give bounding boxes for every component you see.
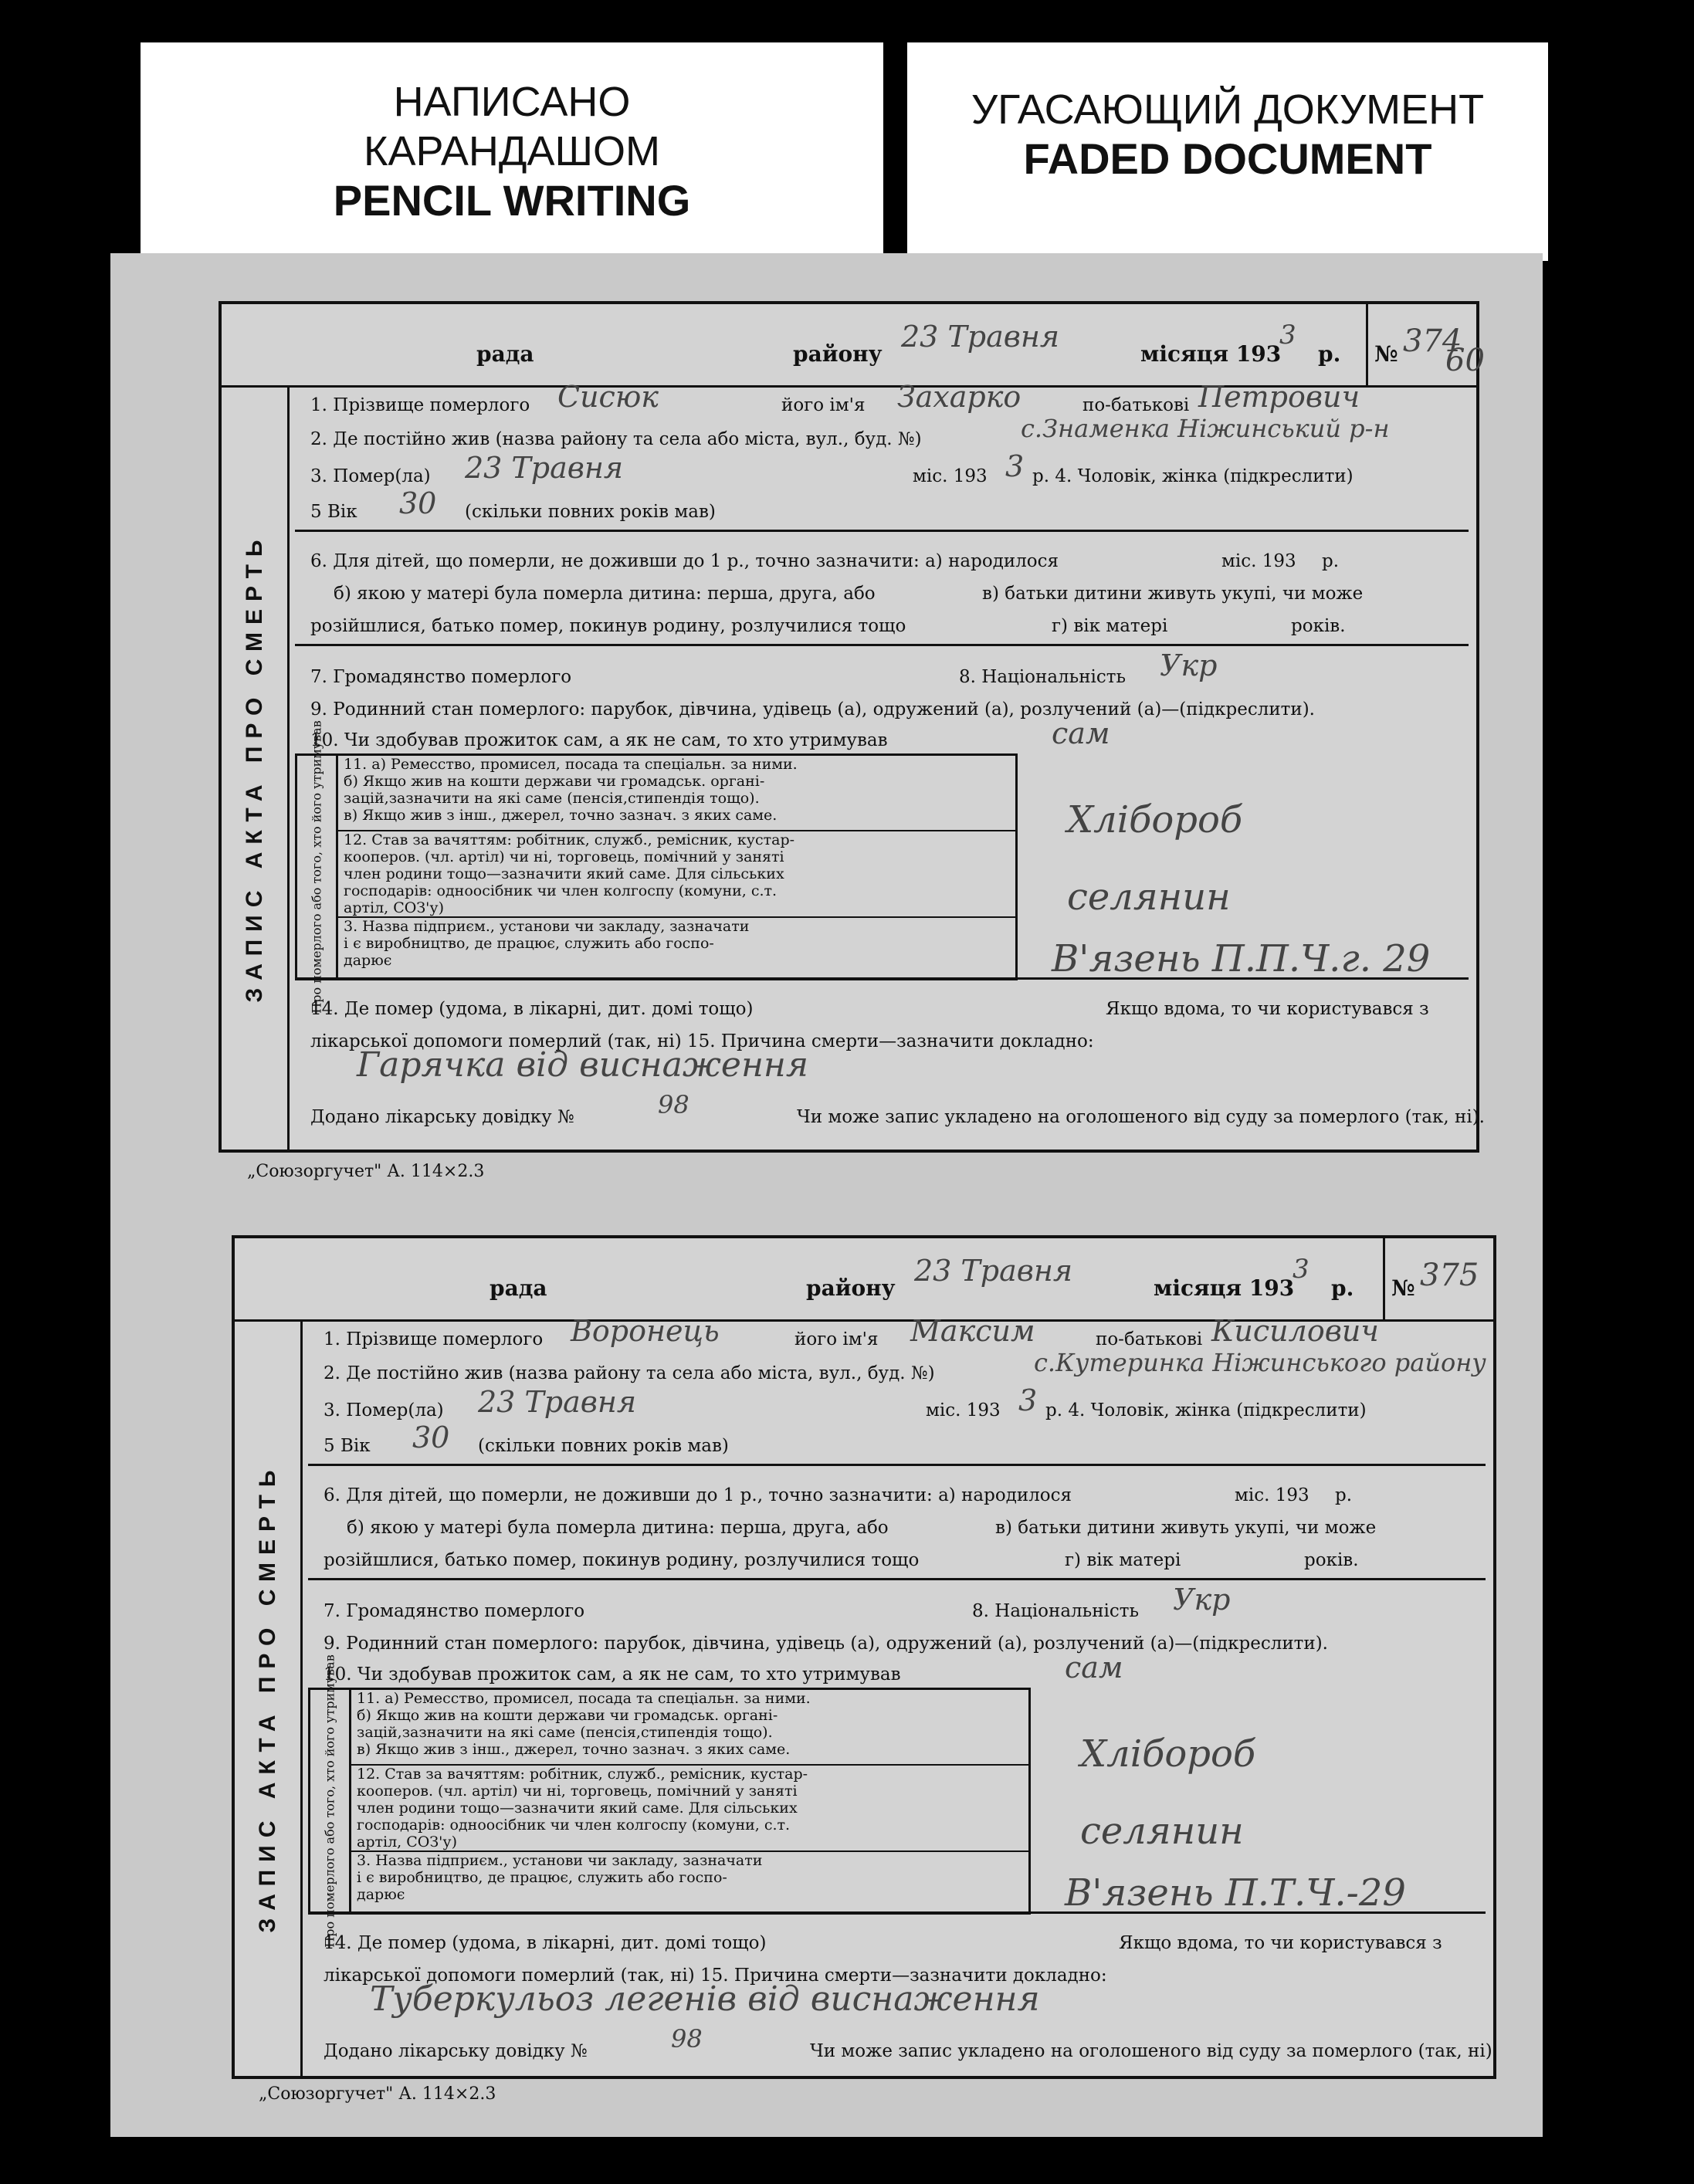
field-6b bbox=[334, 584, 1461, 604]
hw-occupation: Хлібороб bbox=[1080, 1732, 1256, 1776]
print-stamp: „Союзоргучет" А. 114×2.3 bbox=[259, 2084, 496, 2104]
f14b-label: Якщо вдома, то чи користувався з bbox=[1119, 1933, 1442, 1953]
f10-label: 10. Чи здобував прожиток сам, а як не сам, то хто утримував bbox=[310, 730, 888, 750]
field-13 bbox=[336, 918, 1015, 975]
f12-line: кооперов. (чл. артіл) чи ні, торговець, помічний у заняті bbox=[344, 848, 784, 865]
f1b-label: його ім'я bbox=[794, 1329, 879, 1349]
hw-name: Захарко bbox=[897, 380, 1021, 414]
field-6 bbox=[310, 551, 1461, 571]
label-line-2: КАРАНДАШОМ bbox=[364, 128, 660, 174]
hw-age: 30 bbox=[399, 486, 437, 520]
f12-line: артіл, СОЗ'у) bbox=[344, 899, 444, 916]
rayonu-label: району bbox=[793, 341, 883, 367]
hw-cause: Гарячка від виснаження bbox=[357, 1045, 809, 1085]
f12-line: член родини тощо—зазначити який саме. Для сільських bbox=[344, 865, 784, 882]
occupation-side bbox=[297, 720, 338, 1014]
field-3 bbox=[324, 1383, 1478, 1420]
field-3 bbox=[310, 449, 1461, 486]
r-label: р. bbox=[1318, 341, 1341, 367]
f12-line: кооперов. (чл. артіл) чи ні, торговець, помічний у заняті bbox=[357, 1783, 798, 1800]
side-title-text: ЗАПИС АКТА ПРО СМЕРТЬ bbox=[241, 532, 267, 1003]
f1c-label: по-батькові bbox=[1082, 395, 1190, 415]
f12-line: господарів: одноосібник чи член колгоспу (комуни, с.т. bbox=[344, 882, 778, 899]
hw-died: 23 Травня bbox=[478, 1385, 637, 1419]
f11-line: в) Якщо жив з інш., джерел, точно зазнач. з яких саме. bbox=[344, 807, 778, 824]
pencil-writing-label bbox=[141, 42, 883, 261]
f14b-label: Якщо вдома, то чи користувався з bbox=[1106, 999, 1429, 1019]
hw-occupation: Хлібороб bbox=[1067, 798, 1243, 841]
f3c-label: р. 4. Чоловік, жінка (підкреслити) bbox=[1032, 466, 1354, 486]
f12-line: 12. Став за вачяттям: робітник, служб., ремісник, кустар- bbox=[357, 1766, 808, 1783]
hw-support: сам bbox=[1065, 1651, 1123, 1685]
f5b-label: (скільки повних років мав) bbox=[478, 1436, 729, 1456]
f11-line: зацій,зазначити на які саме (пенсія,стипендія тощо). bbox=[357, 1724, 773, 1741]
no-label: № bbox=[1374, 341, 1398, 367]
hw-number: 375 bbox=[1420, 1258, 1479, 1293]
hw-patronymic: Петрович bbox=[1198, 380, 1360, 414]
side-title bbox=[222, 385, 290, 1150]
field-14 bbox=[324, 1933, 1478, 1953]
f6c-label: р. bbox=[1335, 1485, 1353, 1505]
field-5 bbox=[310, 486, 1461, 522]
f12-line: господарів: одноосібник чи член колгоспу (комуни, с.т. bbox=[357, 1817, 791, 1834]
field-6c bbox=[310, 616, 1461, 636]
hw-year: 3 bbox=[1293, 1254, 1309, 1285]
field-2 bbox=[310, 414, 1461, 449]
hw-status: селянин bbox=[1080, 1810, 1244, 1853]
f5b-label: (скільки повних років мав) bbox=[465, 502, 716, 522]
f6g-label: г) вік матері bbox=[1052, 616, 1168, 636]
f13-line: 3. Назва підприєм., установи чи закладу, зазначати bbox=[357, 1852, 763, 1869]
f16b-label: Чи може запис укладено на оголошеного від суду за померлого (так, ні). bbox=[810, 2041, 1498, 2061]
f6h-label: років. bbox=[1304, 1550, 1359, 1570]
hw-work: В'язень П.Т.Ч.-29 bbox=[1065, 1871, 1406, 1915]
f13-line: 3. Назва підприєм., установи чи закладу, зазначати bbox=[344, 918, 750, 935]
f14c-label: лікарської допомоги померлий (так, ні) 15. Причина смерти—зазначити докладно: bbox=[324, 1966, 1107, 1986]
field-12 bbox=[349, 1766, 1028, 1852]
f6f-label: розійшлися, батько помер, покинув родину, розлучилися тощо bbox=[310, 616, 906, 636]
field-10 bbox=[324, 1651, 1478, 1685]
no-label: № bbox=[1391, 1275, 1415, 1301]
f6d-label: б) якою у матері була померла дитина: перша, друга, або bbox=[334, 584, 876, 604]
field-11 bbox=[336, 756, 1015, 831]
hw-cert: 98 bbox=[671, 2024, 703, 2054]
rayonu-label: району bbox=[806, 1275, 896, 1301]
f14-label: 14. Де помер (удома, в лікарні, дит. домі тощо) bbox=[310, 999, 754, 1019]
hw-cert: 98 bbox=[658, 1090, 689, 1119]
f3-label: 3. Помер(ла) bbox=[310, 466, 431, 486]
hw-date: 23 Травня bbox=[914, 1254, 1073, 1288]
f12-line: 12. Став за вачяттям: робітник, служб., ремісник, кустар- bbox=[344, 831, 795, 848]
hw-year: 3 bbox=[1279, 320, 1296, 350]
occupation-side-text: Про померлого або того, хто його утримував bbox=[309, 720, 324, 1014]
divider bbox=[308, 1464, 1486, 1466]
f1b-label: його ім'я bbox=[781, 395, 866, 415]
field-13 bbox=[349, 1852, 1028, 1909]
form-body bbox=[295, 304, 1485, 1150]
f7-label: 7. Громадянство померлого bbox=[324, 1601, 585, 1621]
death-record-2 bbox=[232, 1235, 1496, 2079]
f6e-label: в) батьки дитини живуть укупі, чи може bbox=[982, 584, 1364, 604]
hw-nationality: Укр bbox=[1173, 1583, 1231, 1617]
field-1 bbox=[310, 380, 1461, 415]
field-5 bbox=[324, 1420, 1478, 1456]
hw-age: 30 bbox=[412, 1420, 450, 1454]
side-title-text: ЗАПИС АКТА ПРО СМЕРТЬ bbox=[254, 1462, 280, 1933]
f12-line: член родини тощо—зазначити який саме. Для сільських bbox=[357, 1800, 798, 1817]
divider bbox=[308, 1578, 1486, 1580]
f6b-label: міс. 193 bbox=[1235, 1485, 1309, 1505]
f11-line: в) Якщо жив з інш., джерел, точно зазнач. з яких саме. bbox=[357, 1741, 791, 1758]
occupation-side bbox=[310, 1654, 351, 1948]
f11-line: зацій,зазначити на які саме (пенсія,стипендія тощо). bbox=[344, 790, 760, 807]
f7-label: 7. Громадянство померлого bbox=[310, 667, 572, 687]
f11-line: 11. а) Ремесство, промисел, посада та спеціальн. за ними. bbox=[344, 756, 798, 773]
r-label: р. bbox=[1331, 1275, 1354, 1301]
f11-line: б) Якщо жив на кошти держави чи громадськ. органі- bbox=[344, 773, 765, 790]
f11-line: б) Якщо жив на кошти держави чи громадськ. органі- bbox=[357, 1707, 778, 1724]
field-6b bbox=[347, 1518, 1478, 1538]
field-7 bbox=[310, 648, 1461, 687]
f1-label: 1. Прізвище померлого bbox=[310, 395, 530, 415]
label-line-2: FADED DOCUMENT bbox=[1023, 134, 1432, 183]
divider bbox=[295, 530, 1469, 532]
hw-died-year: 3 bbox=[1018, 1383, 1038, 1417]
field-16 bbox=[310, 1090, 1485, 1127]
label-line-1: НАПИСАНО bbox=[393, 79, 631, 125]
f1-label: 1. Прізвище померлого bbox=[324, 1329, 544, 1349]
field-7 bbox=[324, 1583, 1478, 1621]
hw-place: с.Кутеринка Ніжинського району bbox=[1034, 1348, 1486, 1377]
hw-cause: Туберкульоз легенів від виснаження bbox=[370, 1979, 1040, 2019]
hw-support: сам bbox=[1052, 716, 1110, 750]
field-1 bbox=[324, 1314, 1478, 1349]
f5-label: 5 Вік bbox=[310, 502, 357, 522]
f1c-label: по-батькові bbox=[1096, 1329, 1203, 1349]
f6-label: 6. Для дітей, що померли, не доживши до 1 р., точно зазначити: а) народилося bbox=[310, 551, 1059, 571]
hw-surname: Сисюк bbox=[557, 380, 659, 414]
f16b-label: Чи може запис укладено на оголошеного від суду за померлого (так, ні). bbox=[797, 1107, 1485, 1127]
f14-label: 14. Де помер (удома, в лікарні, дит. домі тощо) bbox=[324, 1933, 767, 1953]
f14c-label: лікарської допомоги померлий (так, ні) 15. Причина смерти—зазначити докладно: bbox=[310, 1031, 1094, 1051]
f3-label: 3. Помер(ла) bbox=[324, 1400, 444, 1420]
divider bbox=[295, 644, 1469, 646]
f2-label: 2. Де постійно жив (назва району та села або міста, вул., буд. №) bbox=[310, 429, 922, 449]
f6d-label: б) якою у матері була померла дитина: перша, друга, або bbox=[347, 1518, 889, 1538]
divider bbox=[308, 1911, 1486, 1914]
side-title bbox=[235, 1319, 303, 2076]
hw-name: Максим bbox=[910, 1314, 1035, 1348]
hw-nationality: Укр bbox=[1160, 648, 1218, 682]
f6e-label: в) батьки дитини живуть укупі, чи може bbox=[995, 1518, 1377, 1538]
month-label: місяця 193 bbox=[1154, 1275, 1295, 1301]
field-10 bbox=[310, 716, 1461, 750]
hw-date: 23 Травня bbox=[901, 320, 1060, 354]
f6h-label: років. bbox=[1291, 616, 1346, 636]
hw-work: В'язень П.П.Ч.г. 29 bbox=[1052, 937, 1431, 980]
hw-died: 23 Травня bbox=[465, 451, 624, 485]
f6c-label: р. bbox=[1322, 551, 1340, 571]
label-line-1: УГАСАЮЩИЙ ДОКУМЕНТ bbox=[971, 86, 1485, 133]
field-6c bbox=[324, 1550, 1478, 1570]
f9-label: 9. Родинний стан померлого: парубок, дівчина, удівець (а), одружений (а), розлучений (а)—(підкреслити). bbox=[324, 1634, 1328, 1654]
f6-label: 6. Для дітей, що померли, не доживши до 1 р., точно зазначити: а) народилося bbox=[324, 1485, 1072, 1505]
f16-label: Додано лікарську довідку № bbox=[324, 2041, 588, 2061]
field-12 bbox=[336, 831, 1015, 918]
form-body bbox=[308, 1238, 1498, 2076]
f16-label: Додано лікарську довідку № bbox=[310, 1107, 574, 1127]
divider bbox=[295, 977, 1469, 980]
rada-label: рада bbox=[476, 341, 534, 367]
f12-line: артіл, СОЗ'у) bbox=[357, 1834, 457, 1850]
field-6 bbox=[324, 1485, 1478, 1505]
f8-label: 8. Національність bbox=[972, 1601, 1140, 1621]
hw-number: 374 bbox=[1403, 323, 1462, 359]
death-record-1 bbox=[219, 301, 1485, 1153]
hw-died-year: 3 bbox=[1005, 449, 1025, 483]
f13-line: дарює bbox=[357, 1886, 405, 1903]
f10-label: 10. Чи здобував прожиток сам, а як не сам, то хто утримував bbox=[324, 1664, 901, 1685]
f3c-label: р. 4. Чоловік, жінка (підкреслити) bbox=[1045, 1400, 1367, 1420]
f6g-label: г) вік матері bbox=[1065, 1550, 1181, 1570]
field-16 bbox=[324, 2024, 1498, 2061]
f11-line: 11. а) Ремесство, промисел, посада та спеціальн. за ними. bbox=[357, 1690, 811, 1707]
f13-line: дарює bbox=[344, 952, 392, 969]
month-label: місяця 193 bbox=[1140, 341, 1282, 367]
f6f-label: розійшлися, батько помер, покинув родину, розлучилися тощо bbox=[324, 1550, 920, 1570]
field-9 bbox=[310, 699, 1461, 720]
f8-label: 8. Національність bbox=[959, 667, 1127, 687]
hw-status: селянин bbox=[1067, 875, 1231, 919]
hw-surname: Воронець bbox=[571, 1314, 720, 1348]
hw-patronymic: Кисилович bbox=[1211, 1314, 1379, 1348]
f6b-label: міс. 193 bbox=[1221, 551, 1296, 571]
f3b-label: міс. 193 bbox=[913, 466, 988, 486]
f5-label: 5 Вік bbox=[324, 1436, 371, 1456]
f13-line: і є виробництво, де працює, служить або госпо- bbox=[357, 1869, 727, 1886]
hw-place: с.Знаменка Ніжинський р-н bbox=[1021, 414, 1390, 443]
faded-document-label bbox=[907, 42, 1548, 261]
f3b-label: міс. 193 bbox=[926, 1400, 1001, 1420]
f13-line: і є виробництво, де працює, служить або госпо- bbox=[344, 935, 714, 952]
f9-label: 9. Родинний стан померлого: парубок, дівчина, удівець (а), одружений (а), розлучений (а)—(підкреслити). bbox=[310, 699, 1315, 720]
f2-label: 2. Де постійно жив (назва району та села або міста, вул., буд. №) bbox=[324, 1363, 935, 1383]
label-line-3: PENCIL WRITING bbox=[333, 176, 691, 225]
field-2 bbox=[324, 1348, 1486, 1383]
occupation-side-text: Про померлого або того, хто його утримував bbox=[322, 1654, 337, 1948]
field-9 bbox=[324, 1634, 1478, 1654]
field-14 bbox=[310, 999, 1461, 1019]
field-11 bbox=[349, 1690, 1028, 1766]
rada-label: рада bbox=[490, 1275, 547, 1301]
hw-extra: 60 bbox=[1445, 343, 1485, 378]
print-stamp: „Союзоргучет" А. 114×2.3 bbox=[247, 1162, 485, 1181]
